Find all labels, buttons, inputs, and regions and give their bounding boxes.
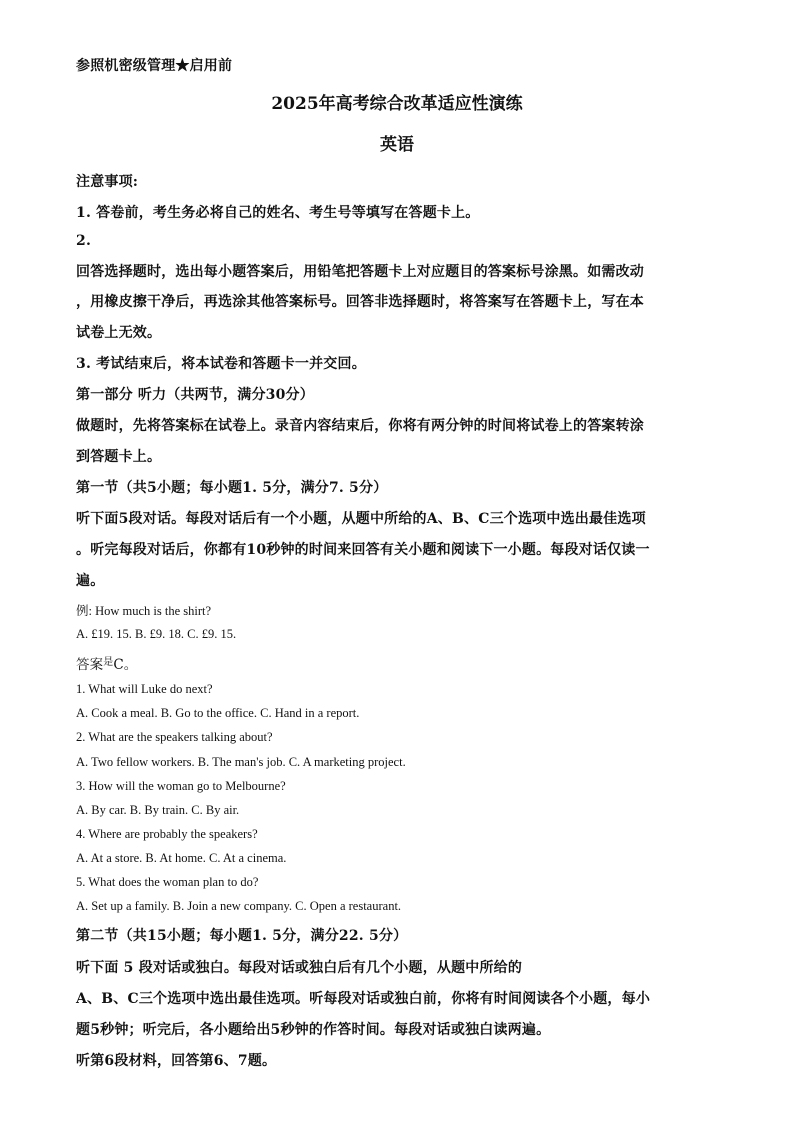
question-2: 2. What are the speakers talking about?: [76, 730, 273, 744]
exam-title: 2025年高考综合改革适应性演练: [271, 94, 523, 114]
question-4-options: A. At a store. B. At home. C. At a cinema.: [76, 851, 287, 865]
example-question: 例: How much is the shirt?: [76, 604, 212, 618]
question-5: 5. What does the woman plan to do?: [76, 875, 259, 889]
example-answer-label: 答案: [76, 657, 104, 673]
example-answer: [76, 653, 137, 673]
example-answer-value: C。: [113, 657, 138, 673]
question-1: 1. What will Luke do next?: [76, 682, 213, 696]
notes-item-2-number: 2.: [76, 233, 92, 249]
section2-instruction-line-4: 听第6段材料，回答第6、7题。: [76, 1053, 277, 1069]
example-answer-is: 是: [103, 657, 114, 668]
part1-heading: 第一部分 听力（共两节，满分30分）: [76, 387, 314, 403]
section1-instruction-line-3: 遍。: [76, 573, 105, 589]
notes-item-2-line-2: ，用橡皮擦干净后，再选涂其他答案标号。回答非选择题时，将答案写在答题卡上，写在本: [76, 294, 644, 310]
example-options: A. £19. 15. B. £9. 18. C. £9. 15.: [76, 627, 237, 641]
question-3: 3. How will the woman go to Melbourne?: [76, 779, 286, 793]
notes-item-2-line-3: 试卷上无效。: [76, 325, 162, 341]
section2-instruction-line-1: 听下面 5 段对话或独白。每段对话或独白后有几个小题，从题中所给的: [76, 960, 523, 976]
section2-heading: 第二节（共15小题；每小题1. 5分，满分22. 5分）: [76, 928, 408, 944]
notes-item-2-line-1: 回答选择题时，选出每小题答案后，用铅笔把答题卡上对应题目的答案标号涂黑。如需改动: [76, 264, 644, 280]
notes-item-1: 1. 答卷前，考生务必将自己的姓名、考生号等填写在答题卡上。: [76, 205, 480, 221]
question-1-options: A. Cook a meal. B. Go to the office. C. Hand in a report.: [76, 706, 360, 720]
section2-instruction-line-2: A、B、C三个选项中选出最佳选项。听每段对话或独白前，你将有时间阅读各个小题，每小: [76, 991, 651, 1007]
section1-instruction-line-1: 听下面5段对话。每段对话后有一个小题，从题中所给的A、B、C三个选项中选出最佳选项: [76, 511, 646, 527]
subject-title: 英语: [380, 135, 414, 155]
part1-instruction-line-2: 到答题卡上。: [76, 449, 162, 465]
question-5-options: A. Set up a family. B. Join a new company. C. Open a restaurant.: [76, 899, 402, 913]
section2-instruction-line-3: 题5秒钟；听完后，各小题给出5秒钟的作答时间。每段对话或独白读两遍。: [76, 1022, 551, 1038]
part1-instruction-line-1: 做题时，先将答案标在试卷上。录音内容结束后，你将有两分钟的时间将试卷上的答案转涂: [76, 418, 644, 434]
question-3-options: A. By car. B. By train. C. By air.: [76, 803, 240, 817]
notes-heading: 注意事项:: [76, 174, 139, 190]
question-4: 4. Where are probably the speakers?: [76, 827, 258, 841]
confidential-label: 参照机密级管理★启用前: [76, 58, 233, 74]
notes-item-3: 3. 考试结束后，将本试卷和答题卡一并交回。: [76, 356, 366, 372]
section1-heading: 第一节（共5小题；每小题1. 5分，满分7. 5分）: [76, 480, 388, 496]
question-2-options: A. Two fellow workers. B. The man's job. C. A marketing project.: [76, 755, 406, 769]
section1-instruction-line-2: 。听完每段对话后，你都有10秒钟的时间来回答有关小题和阅读下一小题。每段对话仅读一: [76, 542, 650, 558]
